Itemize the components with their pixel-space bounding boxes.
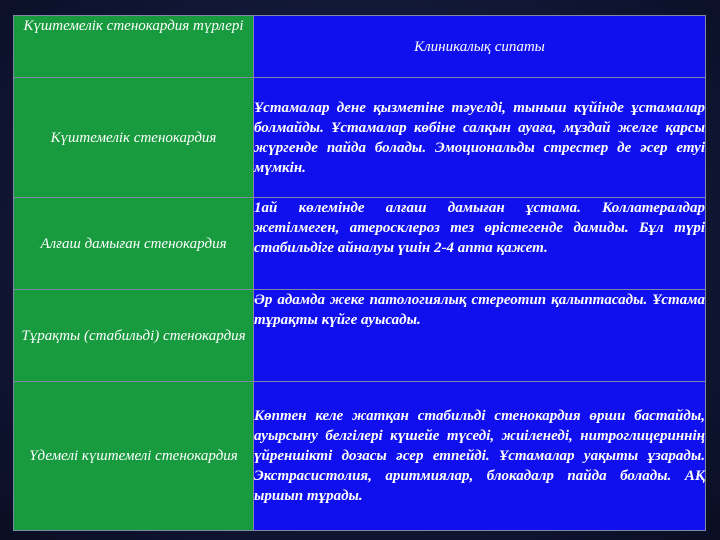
row-description-text: Ұстамалар дене қызметіне тәуелді, тыныш күйінде ұстамалар болмайды. Ұстамалар көбіне салқын ауаға, мұздай желге қарсы жүргенде пайда болады. Эмоциональды стрестер де әсер етуі мүмкін. [254, 99, 705, 176]
row-type-cell [14, 382, 254, 531]
row-type-cell [14, 78, 254, 198]
row-description-cell [254, 78, 706, 198]
table-row [14, 78, 706, 198]
row-description-cell [254, 290, 706, 382]
row-description-text: Көптен келе жатқан стабильді стенокардия өрши бастайды, ауырсыну белгілері күшейе түседі, жиіленеді, нитроглицериннің үйреншікті дозасы әсер етпейді. Ұстамалар уақыты ұзарады. Экстрасистолия, аритмиялар, блокадалр пайда болады. АҚ ыршып тұрады. [254, 408, 705, 504]
header-types-cell [14, 16, 254, 78]
row-type-label: Күштемелік стенокардия [50, 129, 217, 146]
header-types-label: Күштемелік стенокардия түрлері [23, 18, 244, 34]
table-row [14, 382, 706, 531]
header-clinical-label: Клиникалық сипаты [414, 38, 545, 55]
row-type-cell [14, 290, 254, 382]
table-row [14, 198, 706, 290]
table-row [14, 290, 706, 382]
row-type-label: Алғаш дамыған стенокардия [40, 235, 227, 252]
row-description-text: Әр адамда жеке патологиялық стереотип қалыптасады. Ұстама тұрақты күйге ауысады. [254, 292, 705, 328]
stenocardia-types-table [13, 15, 706, 531]
row-description-cell [254, 198, 706, 290]
row-type-label: Тұрақты (стабильді) стенокардия [21, 327, 246, 344]
row-description-cell [254, 382, 706, 531]
row-type-label: Үдемелі күштемелі стенокардия [29, 448, 238, 464]
row-type-cell [14, 198, 254, 290]
header-clinical-cell [254, 16, 706, 78]
table-header-row [14, 16, 706, 78]
row-description-text: 1ай көлемінде алғаш дамыған ұстама. Коллатералдар жетілмеген, атеросклероз тез өрістегенде дамиды. Бұл түрі стабильдіге айналуы үшін 2-4 апта қажет. [254, 200, 705, 256]
